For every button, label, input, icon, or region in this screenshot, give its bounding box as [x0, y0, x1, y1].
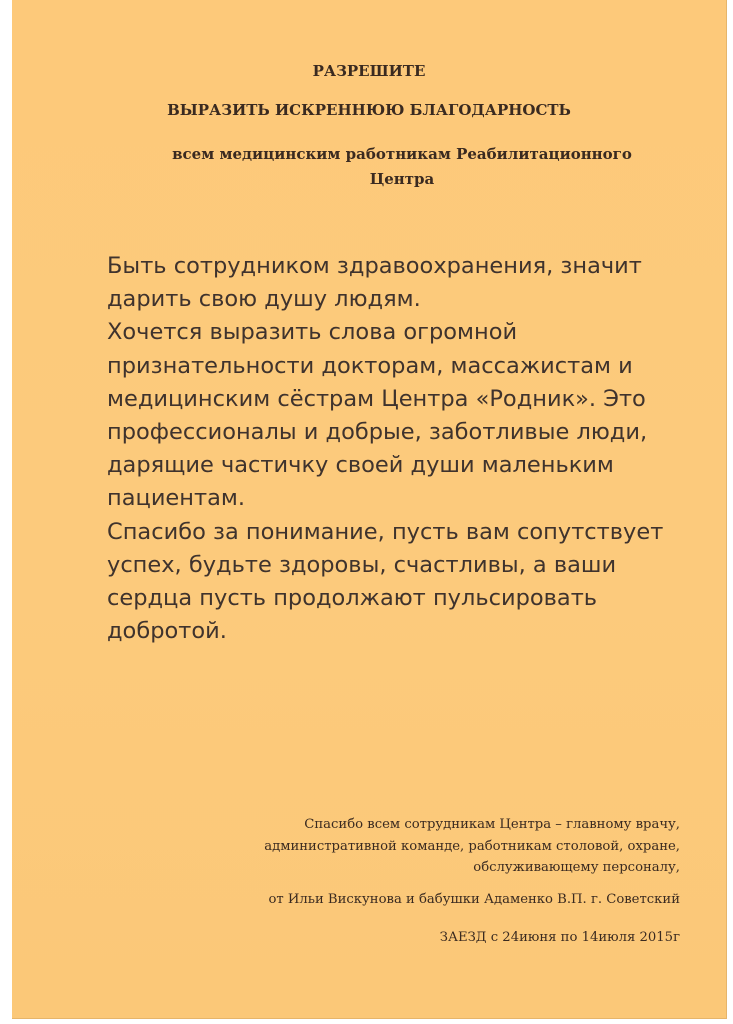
heading-addressee	[62, 142, 733, 192]
message-line: Быть сотрудником здравоохранения, значит	[107, 253, 642, 279]
main-message	[107, 250, 733, 648]
message-line: пациентам.	[107, 485, 246, 512]
heading-gratitude: ВЫРАЗИТЬ ИСКРЕННЮЮ БЛАГОДАРНОСТЬ	[167, 101, 571, 119]
message-line: добротой.	[107, 618, 227, 645]
message-line: Спасибо за понимание, пусть вам сопутствует	[107, 518, 664, 545]
letter-sheet	[12, 0, 727, 1019]
message-line: дарящие частичку своей души маленьким	[107, 452, 614, 479]
message-line: сердца пусть продолжают пульсировать	[107, 585, 598, 612]
message-line: медицинским сёстрам Центра «Родник». Это	[107, 385, 646, 412]
heading-addressee-line2: Центра	[369, 170, 435, 188]
heading-addressee-line1: всем медицинским работникам Реабилитационного	[172, 145, 632, 163]
footer-thanks-line: обслуживающему персоналу,	[473, 860, 680, 875]
footer-signature: от Ильи Вискунова и бабушки Адаменко В.П. г. Советский	[268, 892, 680, 907]
footer-dates: ЗАЕЗД с 24июня по 14июля 2015г	[439, 930, 680, 945]
message-line: профессионалы и добрые, заботливые люди,	[107, 419, 648, 446]
footer-thanks	[120, 814, 680, 879]
footer-thanks-line: Спасибо всем сотрудникам Центра – главному врачу,	[304, 817, 680, 832]
footer-thanks-line: административной команде, работникам столовой, охране,	[264, 838, 680, 854]
message-line: успех, будьте здоровы, счастливы, а ваши	[107, 551, 617, 578]
heading-allow: РАЗРЕШИТЕ	[312, 62, 426, 80]
message-line: признательности докторам, массажистам и	[107, 352, 633, 379]
message-line: дарить свою душу людям.	[107, 286, 421, 313]
message-line: Хочется выразить слова огромной	[107, 319, 518, 346]
